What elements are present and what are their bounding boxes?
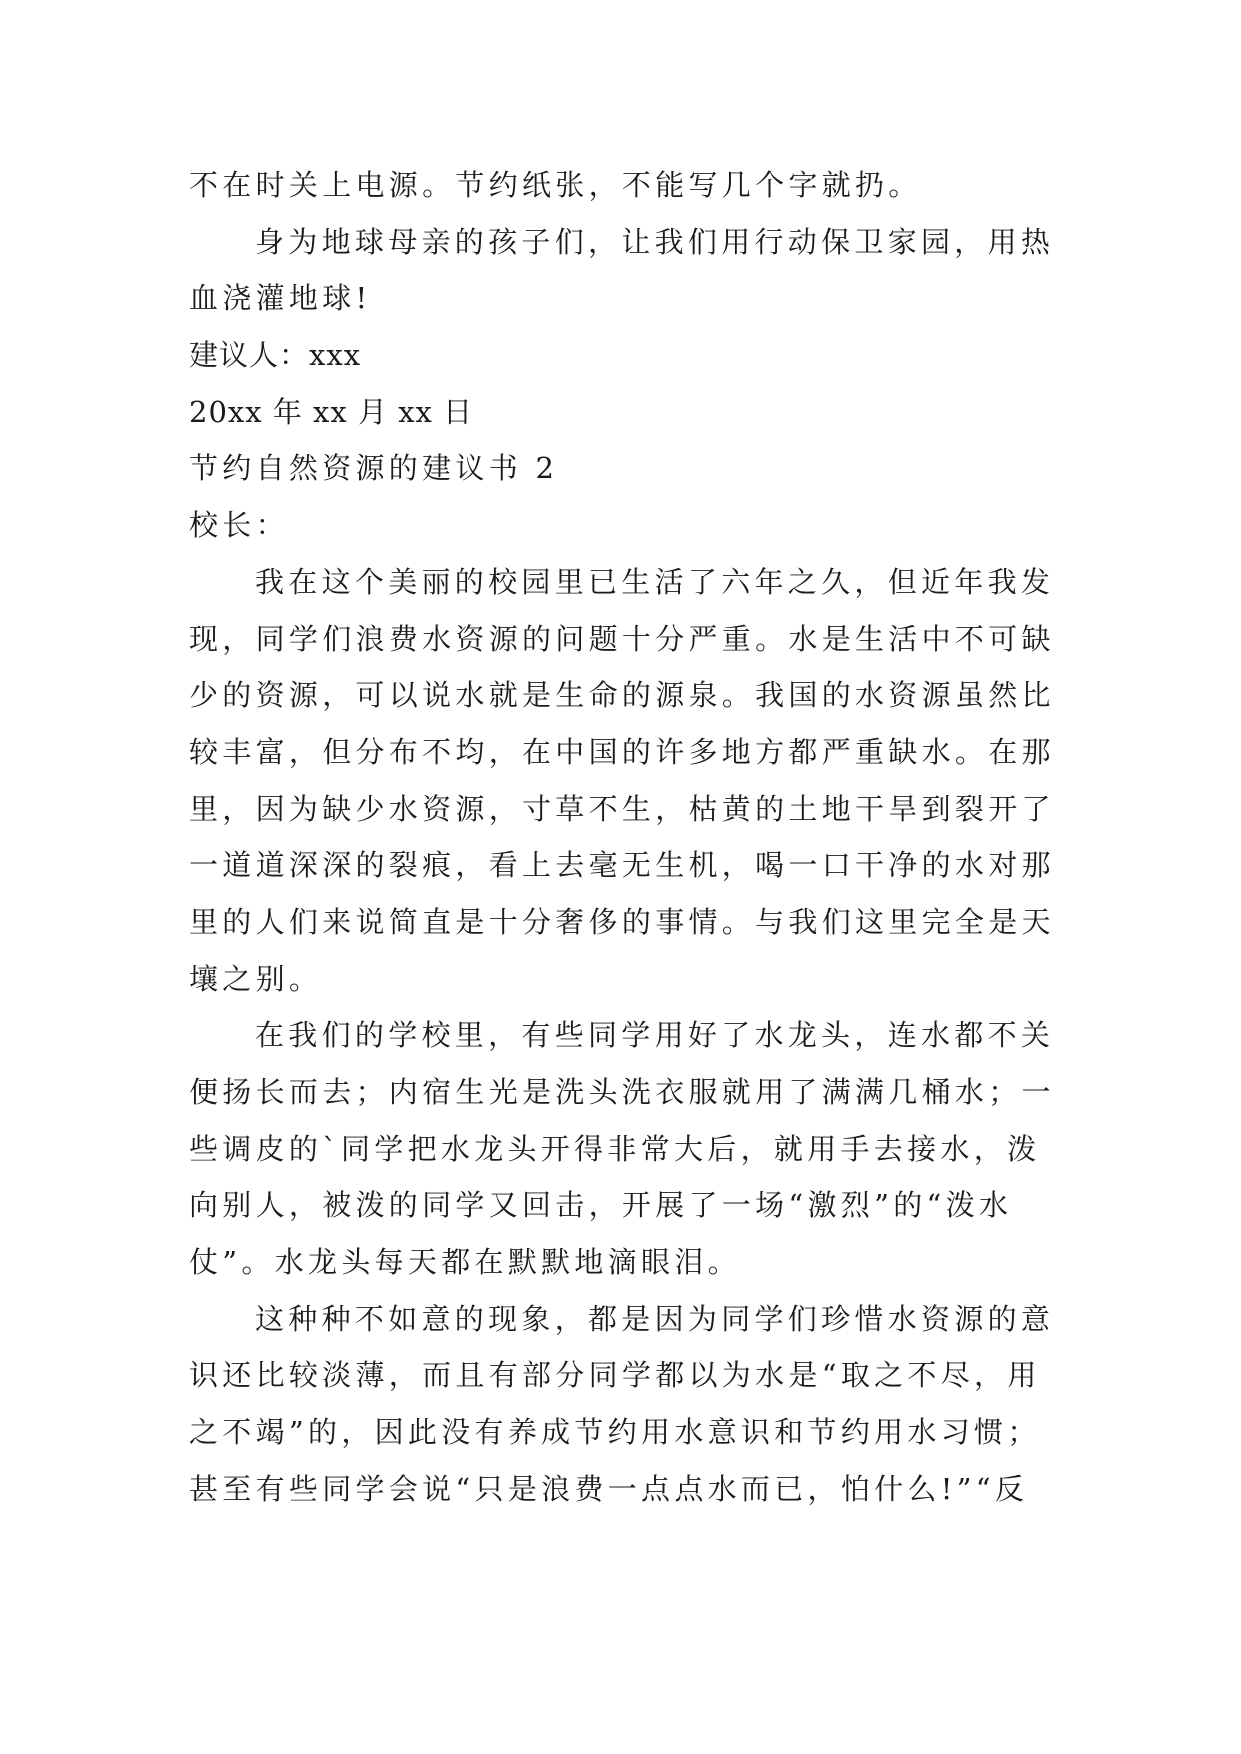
text-line: 便扬长而去；内宿生光是洗头洗衣服就用了满满几桶水；一: [189, 1075, 1055, 1109]
text-line: 里的人们来说简直是十分奢侈的事情。与我们这里完全是天: [189, 904, 1055, 939]
proposer-line: 建议人：xxx: [189, 338, 362, 373]
section-title: 节约自然资源的建议书 2: [189, 451, 559, 486]
paragraph-start-line: 这种种不如意的现象，都是因为同学们珍惜水资源的意: [255, 1301, 1055, 1336]
text-line: 较丰富，但分布不均，在中国的许多地方都严重缺水。在那: [189, 734, 1055, 769]
salutation: 校长：: [189, 508, 289, 543]
paragraph-start-line: 在我们的学校里，有些同学用好了水龙头，连水都不关: [255, 1018, 1055, 1053]
date-line: 20xx 年 xx 月 xx 日: [189, 394, 474, 429]
paragraph-start-line: 我在这个美丽的校园里已生活了六年之久，但近年我发: [255, 564, 1055, 599]
text-line: 一道道深深的裂痕，看上去毫无生机，喝一口干净的水对那: [189, 848, 1055, 883]
text-line: 些调皮的`同学把水龙头开得非常大后，就用手去接水，泼: [189, 1131, 1041, 1166]
text-line: 识还比较淡薄，而且有部分同学都以为水是“取之不尽，用: [189, 1358, 1041, 1393]
text-line: 甚至有些同学会说“只是浪费一点点水而已，怕什么!”“反: [189, 1471, 1029, 1506]
text-line: 之不竭”的，因此没有养成节约用水意识和节约用水习惯；: [189, 1415, 1041, 1450]
text-line: 向别人，被泼的同学又回击，开展了一场“激烈”的“泼水: [189, 1188, 1013, 1223]
text-line: 里，因为缺少水资源，寸草不生，枯黄的土地干旱到裂开了: [189, 791, 1055, 826]
text-line: 少的资源，可以说水就是生命的源泉。我国的水资源虽然比: [189, 678, 1055, 713]
document-body: [189, 157, 1053, 1518]
paragraph-start-line: 身为地球母亲的孩子们，让我们用行动保卫家园，用热: [255, 224, 1055, 259]
text-line: 不在时关上电源。节约纸张，不能写几个字就扔。: [189, 168, 922, 202]
text-line: 血浇灌地球!: [189, 281, 372, 316]
text-line: 仗”。水龙头每天都在默默地滴眼泪。: [189, 1245, 741, 1280]
text-line: 现，同学们浪费水资源的问题十分严重。水是生活中不可缺: [189, 621, 1055, 656]
text-line: 壤之别。: [189, 961, 323, 996]
